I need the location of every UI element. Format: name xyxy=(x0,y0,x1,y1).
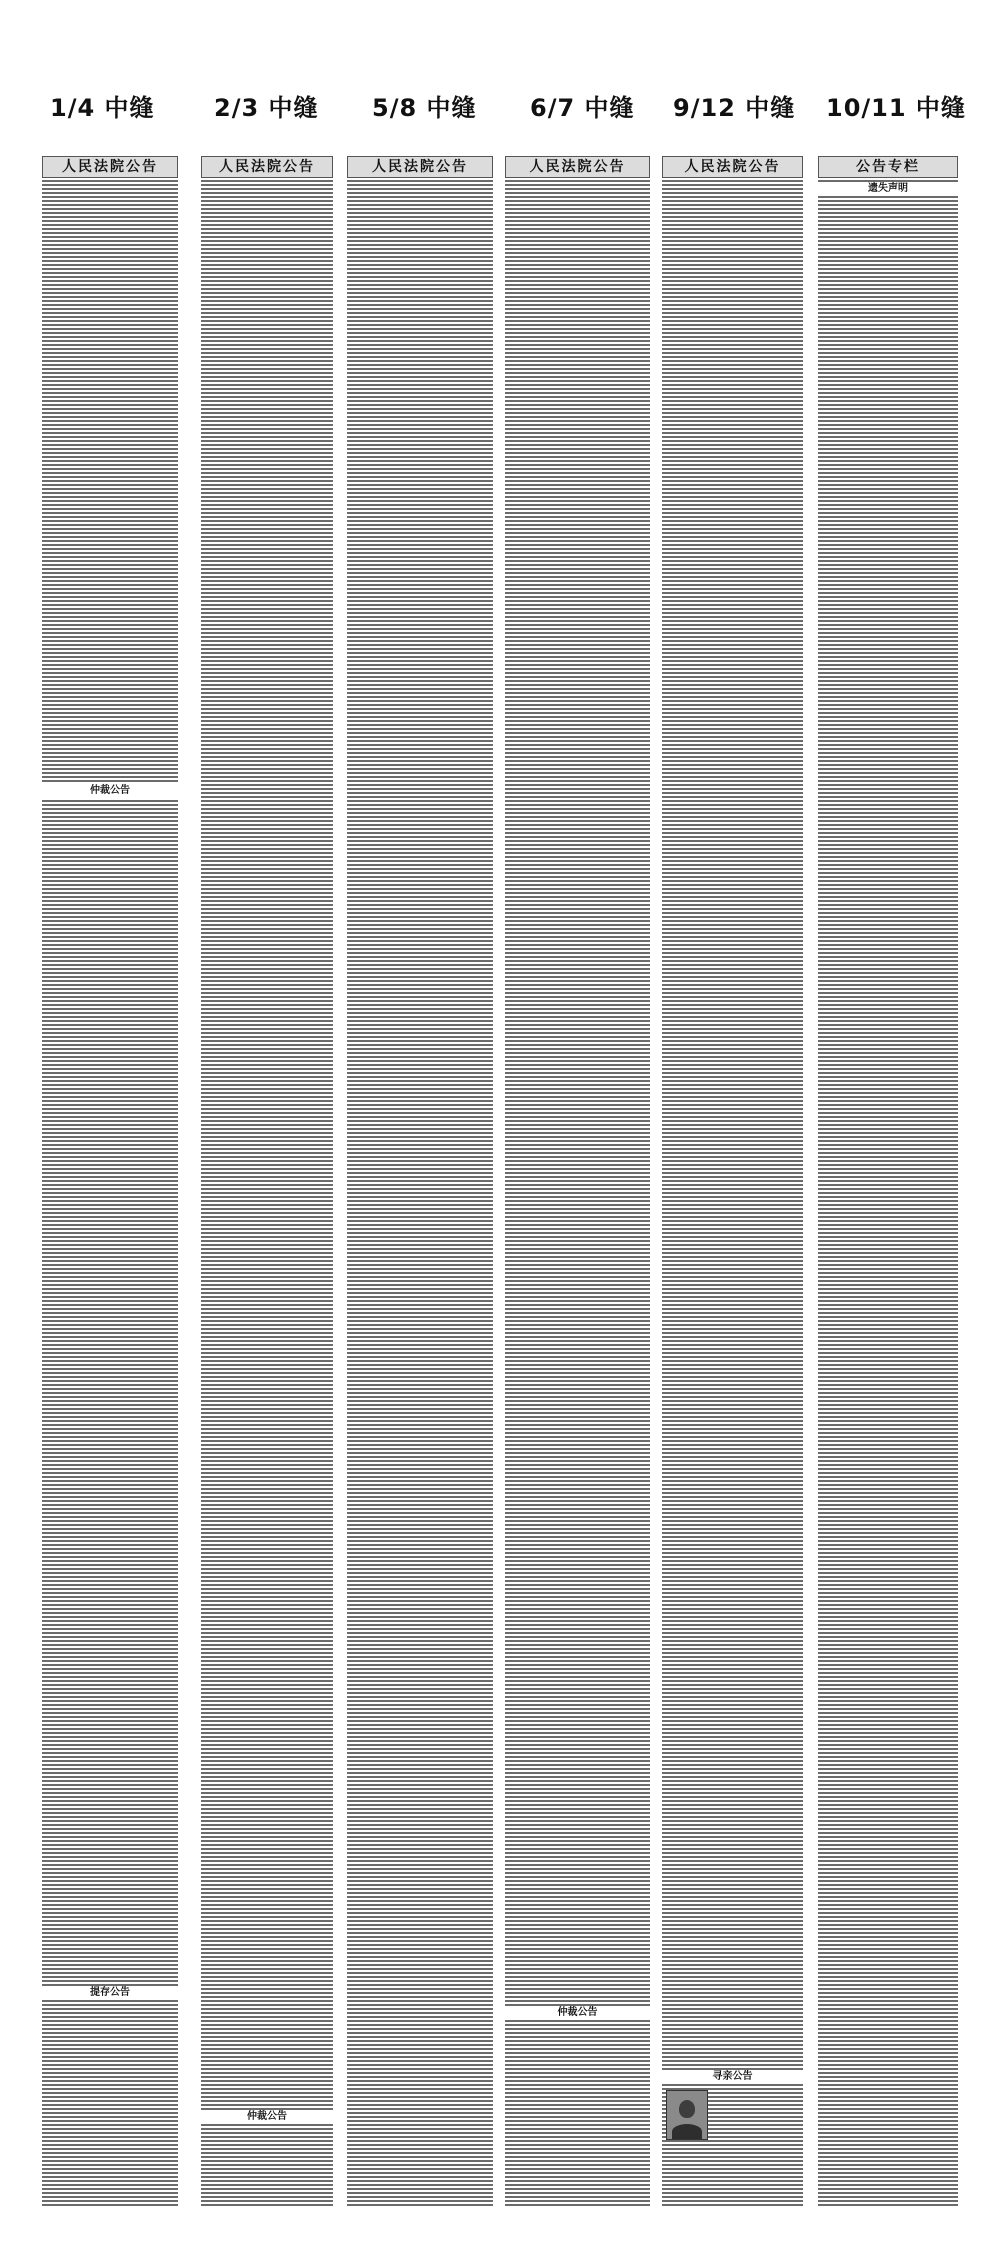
section-title-search-family: 寻亲公告 xyxy=(662,2070,803,2084)
column-header: 人民法院公告 xyxy=(505,156,650,178)
column-text-block xyxy=(505,180,650,2208)
notice-column-5 xyxy=(662,156,803,2208)
column-text-block xyxy=(347,180,493,2208)
column-header: 人民法院公告 xyxy=(42,156,178,178)
notice-column-6 xyxy=(818,156,958,2208)
fold-label-6: 10/11 中缝 xyxy=(826,94,966,122)
missing-person-photo xyxy=(666,2090,708,2140)
fold-label-3: 5/8 中缝 xyxy=(372,94,477,122)
notice-column-4 xyxy=(505,156,650,2208)
fold-label-5: 9/12 中缝 xyxy=(673,94,796,122)
column-text-block xyxy=(662,180,803,2208)
section-title-arbitration: 仲裁公告 xyxy=(505,2006,650,2020)
section-title-arbitration: 仲裁公告 xyxy=(201,2110,333,2124)
column-header: 人民法院公告 xyxy=(201,156,333,178)
fold-label-4: 6/7 中缝 xyxy=(530,94,635,122)
notice-column-2 xyxy=(201,156,333,2208)
column-text-block xyxy=(42,180,178,2208)
column-header: 人民法院公告 xyxy=(347,156,493,178)
column-text-block xyxy=(201,180,333,2208)
column-header: 人民法院公告 xyxy=(662,156,803,178)
section-title-loss-statement: 遗失声明 xyxy=(818,182,958,196)
column-header: 公告专栏 xyxy=(818,156,958,178)
fold-labels xyxy=(0,88,998,128)
section-title-deposit: 提存公告 xyxy=(42,1986,178,2000)
fold-label-2: 2/3 中缝 xyxy=(214,94,319,122)
notice-column-1 xyxy=(42,156,178,2208)
section-title-arbitration: 仲裁公告 xyxy=(42,784,178,798)
fold-label-1: 1/4 中缝 xyxy=(50,94,155,122)
column-text-block xyxy=(818,180,958,2208)
notice-column-3 xyxy=(347,156,493,2208)
